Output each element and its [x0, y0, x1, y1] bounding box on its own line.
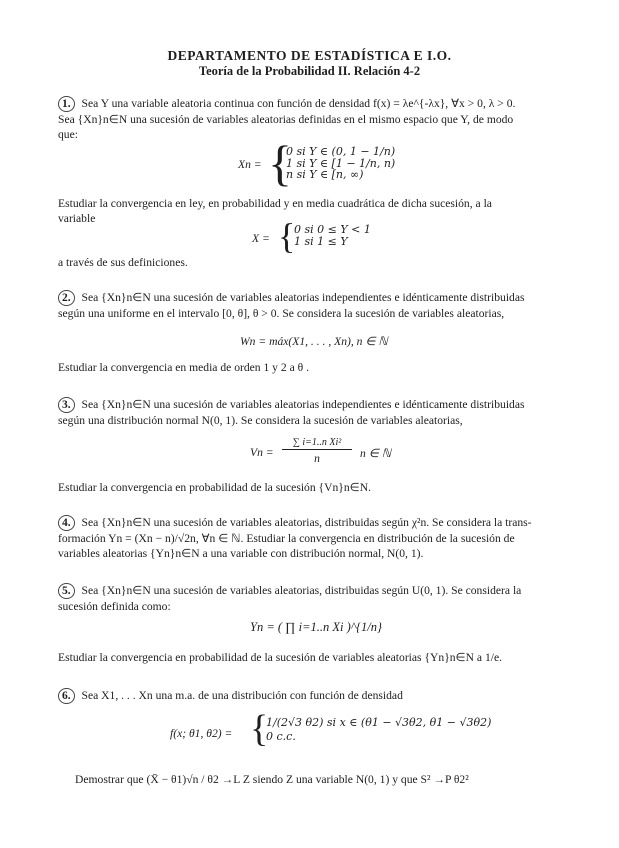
problem-4-intro	[58, 515, 573, 561]
problem-1-intro	[58, 96, 573, 142]
problem-1-number: 1.	[58, 96, 75, 112]
problem-1-study	[58, 196, 573, 226]
xn-cases	[286, 146, 395, 181]
problem-5-equation: Yn = ( ∏ i=1..n Xi )^{1/n}	[250, 620, 383, 634]
problem-1-through: a través de sus definiciones.	[58, 256, 188, 269]
problem-3-intro	[58, 397, 573, 428]
problem-1-line3: que:	[58, 128, 78, 141]
xn-lhs: Xn =	[238, 158, 262, 171]
problem-5-line2: sucesión definida como:	[58, 600, 171, 613]
problem-1-line1: Sea Y una variable aleatoria continua con función de densidad f(x) = λe^{-λx}, ∀x > 0, λ > 0.	[81, 97, 516, 110]
problem-5-line3: Estudiar la convergencia en probabilidad de la sucesión de variables aleatorias {Yn}n∈N a 1/e.	[58, 651, 503, 664]
vn-rhs: n ∈ ℕ	[360, 447, 391, 460]
problem-2-line2: según una uniforme en el intervalo [0, θ], θ > 0. Se considera la sucesión de variables aleatorias,	[58, 307, 505, 320]
vn-lhs: Vn =	[250, 446, 274, 459]
problem-5-line1: Sea {Xn}n∈N una sucesión de variables aleatorias, distribuidas según U(0, 1). Se considera la	[81, 584, 522, 597]
xn-case-1: 0 si Y ∈ (0, 1 − 1/n)	[286, 145, 396, 158]
x-brace: {	[278, 216, 296, 256]
x-lhs: X =	[252, 232, 270, 245]
problem-3-line1: Sea {Xn}n∈N una sucesión de variables aleatorias independientes e idénticamente distribuidas	[81, 398, 525, 411]
xn-case-2: 1 si Y ∈ [1 − 1/n, n)	[286, 156, 396, 170]
problem-1-study-line1: Estudiar la convergencia en ley, en probabilidad y en media cuadrática de dicha sucesión, a la	[58, 197, 492, 210]
problem-2-number: 2.	[58, 290, 75, 306]
density-brace: {	[250, 708, 269, 750]
problem-5-number: 5.	[58, 583, 75, 599]
problem-6-number: 6.	[58, 688, 75, 704]
problem-2-line1: Sea {Xn}n∈N una sucesión de variables aleatorias independientes e idénticamente distribuidas	[81, 291, 525, 304]
problem-4-line2: formación Yn = (Xn − n)/√2n, ∀n ∈ ℕ. Estudiar la convergencia en distribución de la sucesión de	[58, 532, 515, 545]
vn-numerator: ∑ i=1..n Xi²	[282, 436, 352, 450]
problem-6-line1: Sea X1, . . . Xn una m.a. de una distribución con función de densidad	[81, 689, 403, 702]
problem-1-study-line2: variable	[58, 212, 96, 225]
density-lhs: f(x; θ1, θ2) =	[170, 727, 233, 740]
problem-3-line2: según una distribución normal N(0, 1). Se considera la sucesión de variables aleatorias,	[58, 414, 463, 427]
course-title: Teoría de la Probabilidad II. Relación 4-2	[198, 64, 421, 78]
density-case-1: 1/(2√3 θ2) si x ∈ (θ1 − √3θ2, θ1 − √3θ2)	[266, 716, 492, 729]
xn-case-3: n si Y ∈ [n, ∞)	[286, 168, 364, 181]
department-title: DEPARTAMENTO DE ESTADÍSTICA E I.O.	[167, 48, 452, 63]
problem-1-line2: Sea {Xn}n∈N una sucesión de variables aleatorias definidas en el mismo espacio que Y, de modo	[58, 113, 514, 126]
xn-brace: {	[268, 135, 292, 191]
problem-6-line2: Demostrar que (X̄ − θ1)√n / θ2 →L Z siendo Z una variable N(0, 1) y que S² →P θ2²	[75, 773, 469, 786]
problem-4-line1: Sea {Xn}n∈N una sucesión de variables aleatorias, distribuidas según χ²n. Se considera la trans-	[81, 516, 532, 529]
x-case-1: 0 si 0 ≤ Y < 1	[294, 223, 371, 236]
problem-5-intro	[58, 583, 573, 614]
problem-3-line3: Estudiar la convergencia en probabilidad de la sucesión {Vn}n∈N.	[58, 481, 372, 494]
problem-6-intro	[58, 688, 573, 704]
x-cases	[294, 224, 371, 247]
problem-2-equation: Wn = máx(X1, . . . , Xn), n ∈ ℕ	[240, 335, 388, 348]
density-cases	[266, 716, 491, 744]
problem-3-number: 3.	[58, 397, 75, 413]
problem-4-number: 4.	[58, 515, 75, 531]
problem-2-line3: Estudiar la convergencia en media de orden 1 y 2 a θ .	[58, 361, 309, 374]
problem-4-line3: variables aleatorias {Yn}n∈N a una variable con distribución normal, N(0, 1).	[58, 547, 424, 560]
problem-2-intro	[58, 290, 573, 321]
vn-denominator: n	[314, 452, 320, 465]
density-case-2: 0 c.c.	[266, 730, 296, 743]
x-case-2: 1 si 1 ≤ Y	[294, 234, 348, 248]
